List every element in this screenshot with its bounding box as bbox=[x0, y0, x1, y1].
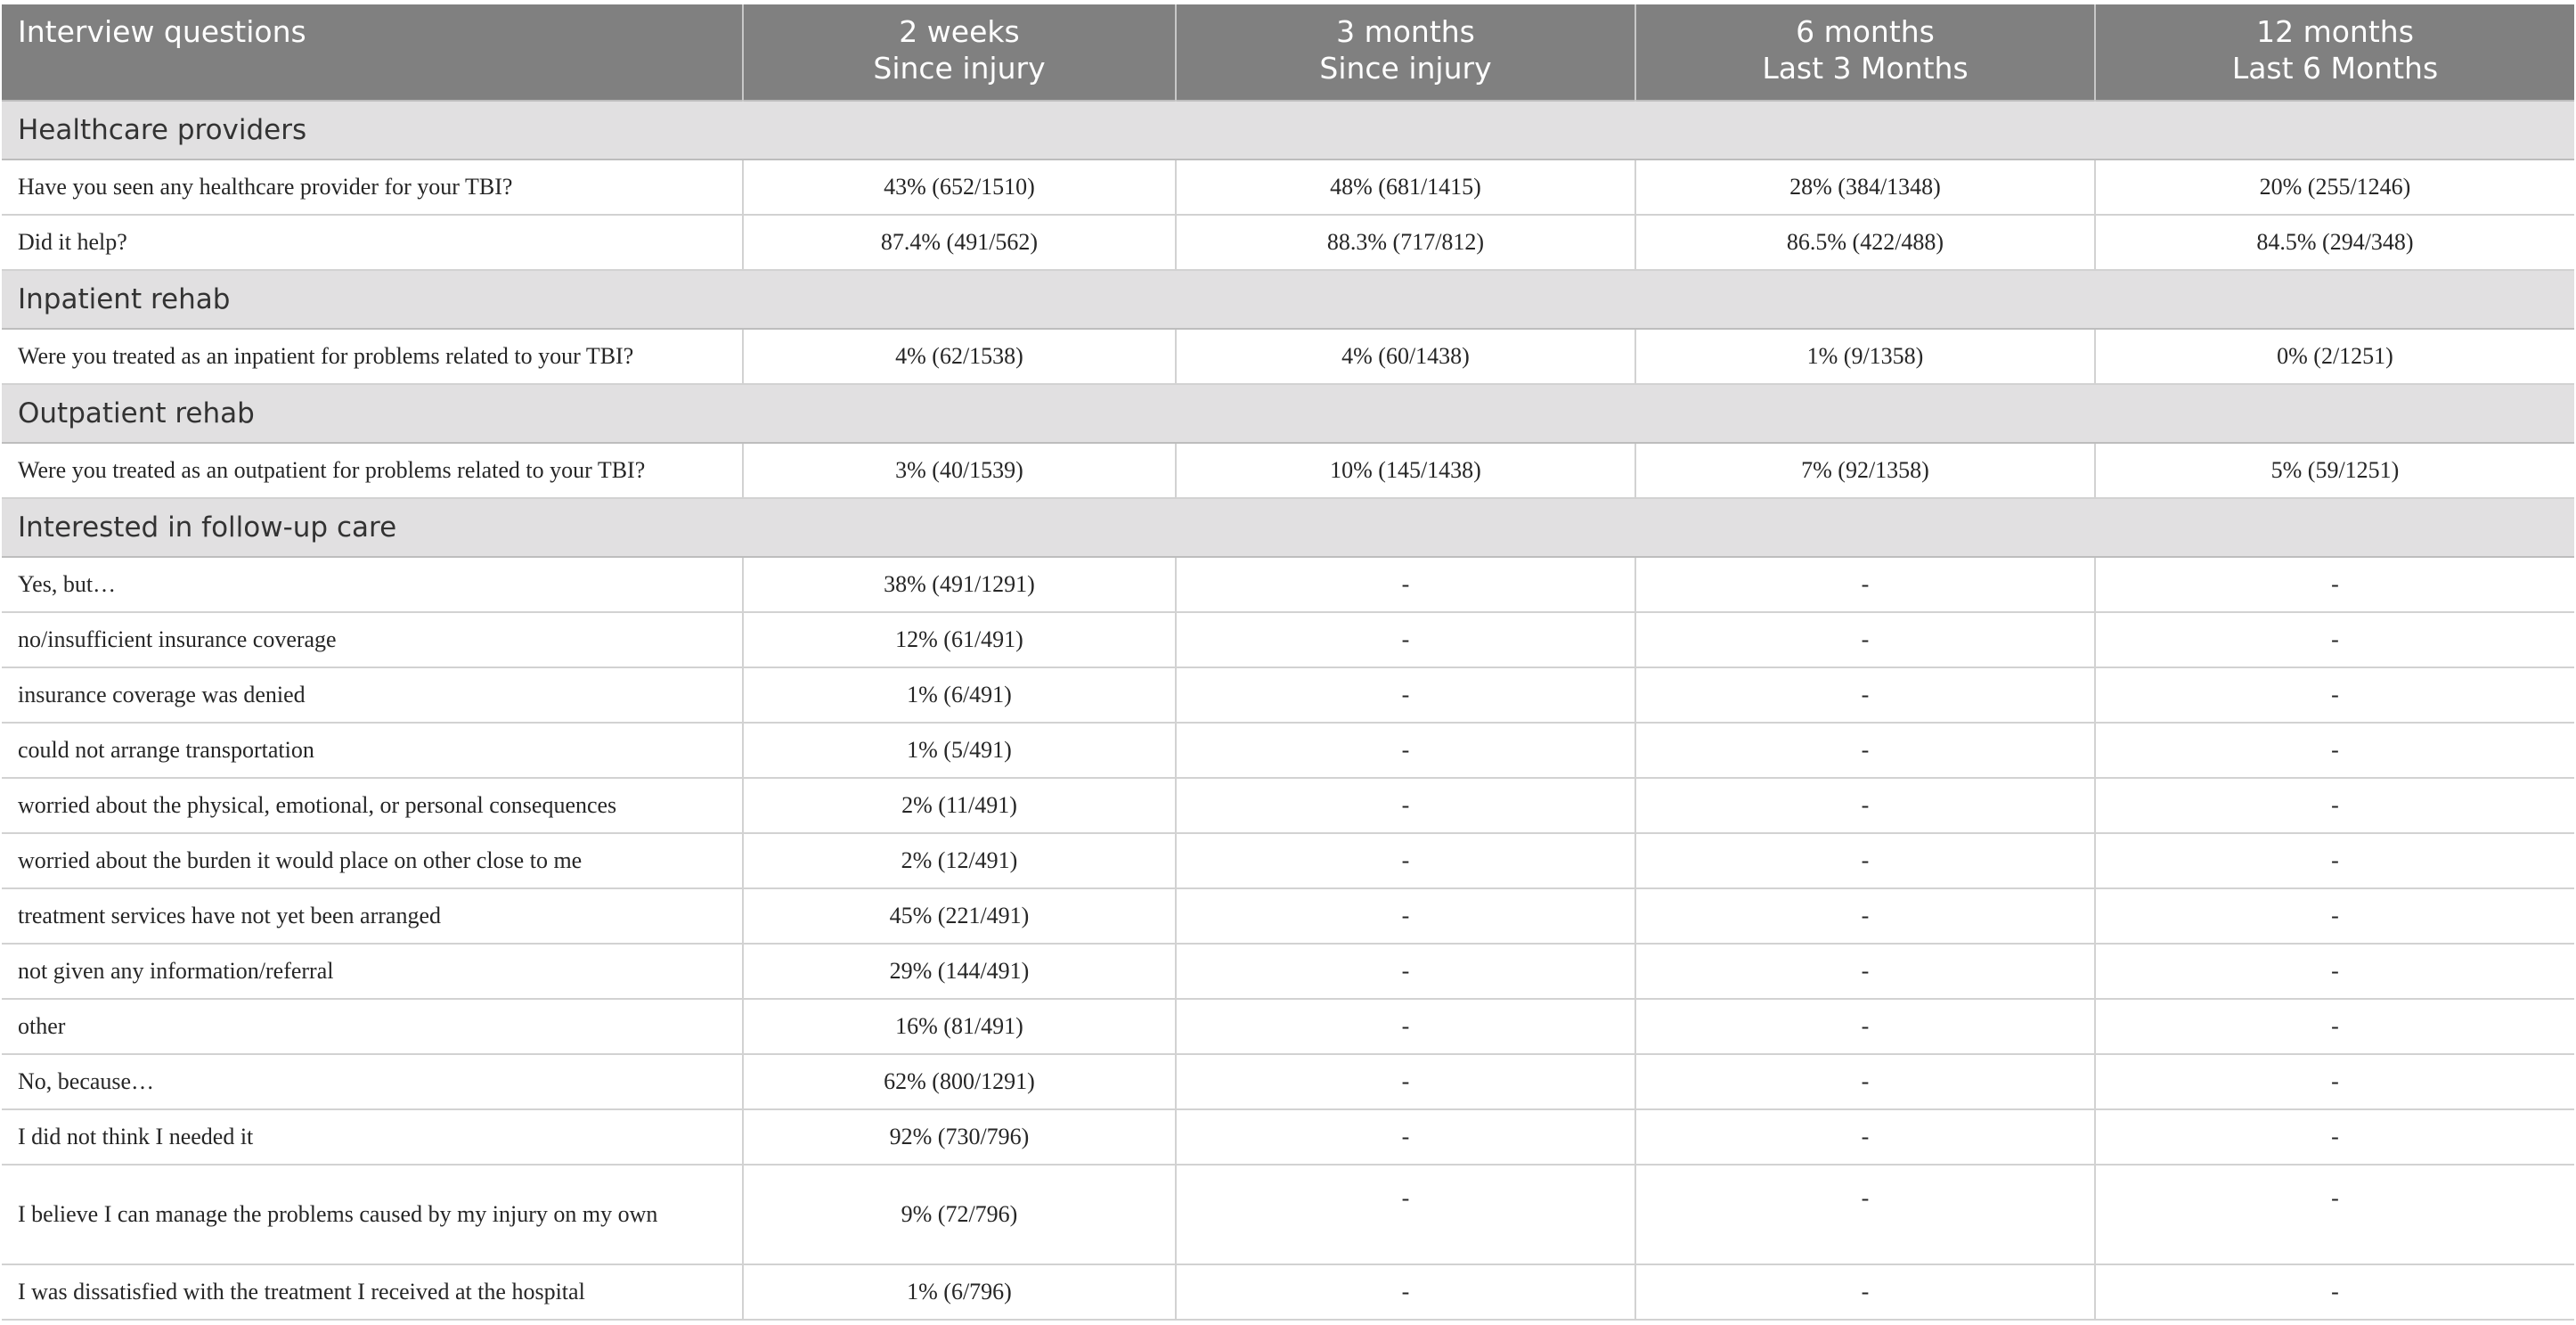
table-row bbox=[2, 443, 2574, 498]
question-cell: Have you seen any healthcare provider for your TBI? bbox=[2, 159, 743, 215]
header-row bbox=[2, 4, 2574, 101]
value-cell-2-weeks: 2% (12/491) bbox=[743, 833, 1176, 888]
question-cell: Were you treated as an outpatient for problems related to your TBI? bbox=[2, 443, 743, 498]
value-cell-6-months: 86.5% (422/488) bbox=[1635, 215, 2095, 270]
section-title: Inpatient rehab bbox=[2, 270, 2574, 329]
column-header-3-months bbox=[1176, 4, 1635, 101]
header-line-2: Last 6 Months bbox=[2231, 51, 2439, 86]
table-row bbox=[2, 1054, 2574, 1109]
value-cell-6-months: - bbox=[1635, 557, 2095, 612]
value-cell-2-weeks: 2% (11/491) bbox=[743, 778, 1176, 833]
value-cell-3-months: - bbox=[1176, 1054, 1635, 1109]
section-title: Outpatient rehab bbox=[2, 384, 2574, 443]
table-row bbox=[2, 612, 2574, 667]
value-cell-12-months: 5% (59/1251) bbox=[2095, 443, 2574, 498]
value-cell-2-weeks: 16% (81/491) bbox=[743, 999, 1176, 1054]
value-cell-2-weeks: 1% (5/491) bbox=[743, 723, 1176, 778]
value-cell-3-months: 48% (681/1415) bbox=[1176, 159, 1635, 215]
question-cell: other bbox=[2, 999, 743, 1054]
value-cell-6-months: 7% (92/1358) bbox=[1635, 443, 2095, 498]
value-cell-2-weeks: 43% (652/1510) bbox=[743, 159, 1176, 215]
table-row bbox=[2, 329, 2574, 384]
value-cell-12-months: 0% (2/1251) bbox=[2095, 329, 2574, 384]
value-cell-12-months: 84.5% (294/348) bbox=[2095, 215, 2574, 270]
value-cell-12-months: - bbox=[2095, 888, 2574, 944]
value-cell-12-months: - bbox=[2095, 1264, 2574, 1320]
value-cell-2-weeks: 92% (730/796) bbox=[743, 1109, 1176, 1165]
table-body bbox=[2, 101, 2574, 1320]
value-cell-3-months: - bbox=[1176, 1109, 1635, 1165]
value-cell-6-months: - bbox=[1635, 833, 2095, 888]
value-cell-2-weeks: 12% (61/491) bbox=[743, 612, 1176, 667]
table-row bbox=[2, 999, 2574, 1054]
follow-up-care-table bbox=[2, 4, 2574, 1321]
value-cell-3-months: - bbox=[1176, 1165, 1635, 1264]
value-cell-3-months: - bbox=[1176, 999, 1635, 1054]
value-cell-6-months: 28% (384/1348) bbox=[1635, 159, 2095, 215]
value-cell-2-weeks: 1% (6/796) bbox=[743, 1264, 1176, 1320]
section-title: Healthcare providers bbox=[2, 101, 2574, 159]
table-row bbox=[2, 159, 2574, 215]
section-row-interested-in-follow-up-care bbox=[2, 498, 2574, 557]
value-cell-2-weeks: 62% (800/1291) bbox=[743, 1054, 1176, 1109]
value-cell-6-months: - bbox=[1635, 1109, 2095, 1165]
table-row bbox=[2, 833, 2574, 888]
value-cell-3-months: 10% (145/1438) bbox=[1176, 443, 1635, 498]
value-cell-6-months: - bbox=[1635, 999, 2095, 1054]
value-cell-2-weeks: 9% (72/796) bbox=[743, 1165, 1176, 1264]
value-cell-3-months: - bbox=[1176, 557, 1635, 612]
value-cell-12-months: - bbox=[2095, 833, 2574, 888]
table-row bbox=[2, 557, 2574, 612]
column-header-questions bbox=[2, 4, 743, 101]
table-row bbox=[2, 723, 2574, 778]
value-cell-12-months: - bbox=[2095, 1109, 2574, 1165]
question-cell: worried about the physical, emotional, or personal consequences bbox=[2, 778, 743, 833]
value-cell-6-months: - bbox=[1635, 723, 2095, 778]
question-cell: I believe I can manage the problems caused by my injury on my own bbox=[2, 1165, 743, 1264]
value-cell-3-months: - bbox=[1176, 1264, 1635, 1320]
value-cell-3-months: - bbox=[1176, 612, 1635, 667]
value-cell-6-months: - bbox=[1635, 778, 2095, 833]
question-cell: Yes, but… bbox=[2, 557, 743, 612]
value-cell-3-months: 4% (60/1438) bbox=[1176, 329, 1635, 384]
value-cell-12-months: - bbox=[2095, 723, 2574, 778]
value-cell-3-months: - bbox=[1176, 667, 1635, 723]
value-cell-2-weeks: 45% (221/491) bbox=[743, 888, 1176, 944]
column-header-6-months bbox=[1635, 4, 2095, 101]
table-row bbox=[2, 888, 2574, 944]
value-cell-3-months: - bbox=[1176, 944, 1635, 999]
value-cell-2-weeks: 3% (40/1539) bbox=[743, 443, 1176, 498]
question-cell: I did not think I needed it bbox=[2, 1109, 743, 1165]
value-cell-12-months: - bbox=[2095, 612, 2574, 667]
value-cell-3-months: 88.3% (717/812) bbox=[1176, 215, 1635, 270]
section-row-inpatient-rehab bbox=[2, 270, 2574, 329]
value-cell-2-weeks: 38% (491/1291) bbox=[743, 557, 1176, 612]
value-cell-6-months: - bbox=[1635, 888, 2095, 944]
table-row bbox=[2, 1165, 2574, 1264]
section-row-outpatient-rehab bbox=[2, 384, 2574, 443]
value-cell-12-months: - bbox=[2095, 1054, 2574, 1109]
table-row bbox=[2, 944, 2574, 999]
section-row-healthcare-providers bbox=[2, 101, 2574, 159]
question-cell: No, because… bbox=[2, 1054, 743, 1109]
question-cell: insurance coverage was denied bbox=[2, 667, 743, 723]
value-cell-6-months: - bbox=[1635, 612, 2095, 667]
table-row bbox=[2, 778, 2574, 833]
value-cell-12-months: - bbox=[2095, 944, 2574, 999]
value-cell-6-months: - bbox=[1635, 1165, 2095, 1264]
question-cell: treatment services have not yet been arranged bbox=[2, 888, 743, 944]
value-cell-2-weeks: 4% (62/1538) bbox=[743, 329, 1176, 384]
column-header-12-months bbox=[2095, 4, 2574, 101]
value-cell-12-months: - bbox=[2095, 667, 2574, 723]
value-cell-3-months: - bbox=[1176, 833, 1635, 888]
value-cell-12-months: - bbox=[2095, 557, 2574, 612]
value-cell-12-months: - bbox=[2095, 999, 2574, 1054]
header-line-1: 12 months bbox=[2256, 14, 2414, 49]
value-cell-2-weeks: 87.4% (491/562) bbox=[743, 215, 1176, 270]
section-title: Interested in follow-up care bbox=[2, 498, 2574, 557]
header-line-1: 6 months bbox=[1796, 14, 1935, 49]
header-line-2: Since injury bbox=[1319, 51, 1492, 86]
value-cell-12-months: - bbox=[2095, 1165, 2574, 1264]
question-cell: I was dissatisfied with the treatment I received at the hospital bbox=[2, 1264, 743, 1320]
table-header bbox=[2, 4, 2574, 101]
header-line-1: 2 weeks bbox=[899, 14, 1020, 49]
value-cell-3-months: - bbox=[1176, 888, 1635, 944]
header-line-1: 3 months bbox=[1336, 14, 1475, 49]
header-line-2: Last 3 Months bbox=[1762, 51, 1969, 86]
question-cell: Were you treated as an inpatient for problems related to your TBI? bbox=[2, 329, 743, 384]
header-line-1: Interview questions bbox=[18, 14, 306, 49]
value-cell-6-months: - bbox=[1635, 944, 2095, 999]
value-cell-12-months: - bbox=[2095, 778, 2574, 833]
value-cell-12-months: 20% (255/1246) bbox=[2095, 159, 2574, 215]
header-line-2: Since injury bbox=[873, 51, 1046, 86]
question-cell: no/insufficient insurance coverage bbox=[2, 612, 743, 667]
question-cell: Did it help? bbox=[2, 215, 743, 270]
column-header-2-weeks bbox=[743, 4, 1176, 101]
value-cell-6-months: - bbox=[1635, 1054, 2095, 1109]
table-row bbox=[2, 1109, 2574, 1165]
table-row bbox=[2, 1264, 2574, 1320]
value-cell-3-months: - bbox=[1176, 723, 1635, 778]
question-cell: not given any information/referral bbox=[2, 944, 743, 999]
value-cell-3-months: - bbox=[1176, 778, 1635, 833]
value-cell-6-months: - bbox=[1635, 667, 2095, 723]
table-row bbox=[2, 215, 2574, 270]
table-row bbox=[2, 667, 2574, 723]
question-cell: worried about the burden it would place on other close to me bbox=[2, 833, 743, 888]
value-cell-2-weeks: 29% (144/491) bbox=[743, 944, 1176, 999]
value-cell-6-months: - bbox=[1635, 1264, 2095, 1320]
value-cell-2-weeks: 1% (6/491) bbox=[743, 667, 1176, 723]
question-cell: could not arrange transportation bbox=[2, 723, 743, 778]
value-cell-6-months: 1% (9/1358) bbox=[1635, 329, 2095, 384]
